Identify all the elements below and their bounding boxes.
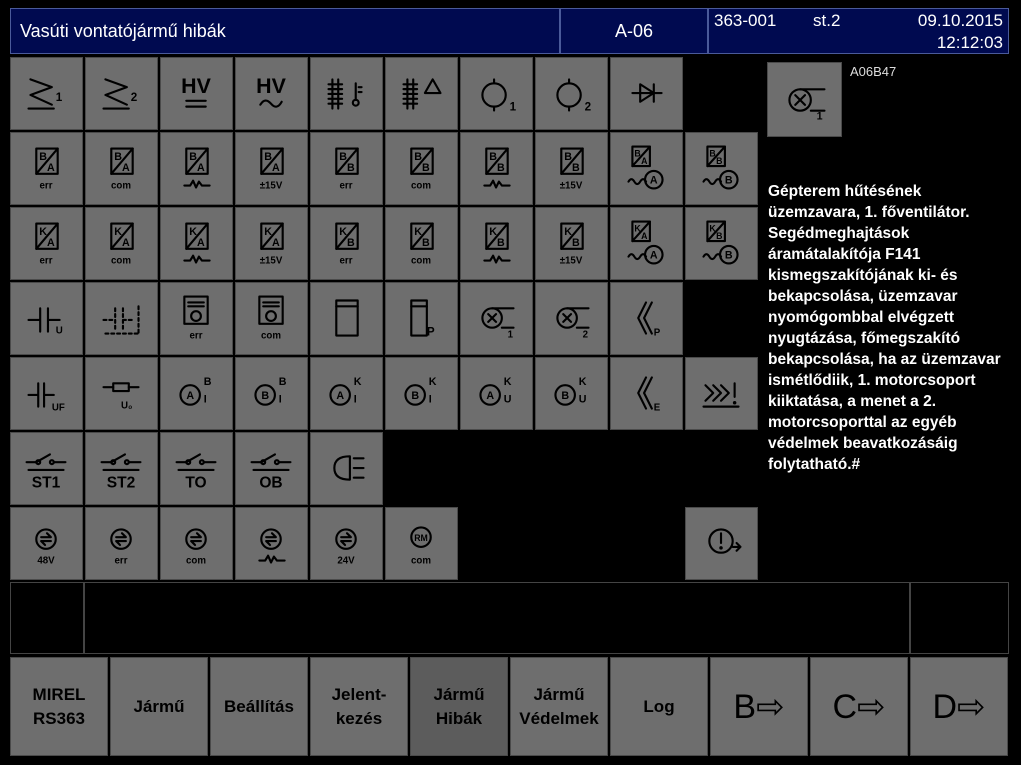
converter-kb-signal-icon[interactable] [460,207,533,280]
battery-icon[interactable] [310,282,383,355]
svg-text:A: A [271,161,280,174]
converter-k-motor-a-icon[interactable] [610,207,683,280]
svg-text:TO: TO [185,474,207,492]
selected-fault-icon [767,62,842,137]
filter-com-icon[interactable] [235,282,308,355]
converter-ba-signal-icon[interactable] [160,132,233,205]
svg-text:B: B [496,161,505,174]
page-title: Vasúti vontatójármű hibák [10,8,560,54]
svg-text:K: K [709,223,716,234]
svg-text:B: B [724,249,733,262]
svg-text:B: B [571,236,580,249]
nav-c-button[interactable]: C⇨ [810,657,908,756]
capacitor-dashed-icon[interactable] [85,282,158,355]
svg-text:B: B [346,161,355,174]
svg-text:A: A [196,236,205,249]
svg-text:K: K [414,226,422,239]
time-display: 12:12:03 [936,33,1003,52]
svg-text:A: A [641,231,648,242]
dc-converter-err-icon[interactable] [85,507,158,580]
rotating-machine-2-icon[interactable] [535,57,608,130]
svg-text:I: I [353,393,357,406]
svg-text:K: K [428,376,437,389]
svg-text:K: K [114,226,122,239]
fault-code: A06B47 [850,64,897,79]
svg-text:B: B [421,236,430,249]
svg-text:B: B [346,236,355,249]
screen-code: A-06 [560,8,708,54]
svg-text:err: err [339,180,353,192]
svg-text:B: B [709,148,716,159]
fault-reset-icon[interactable] [685,507,758,580]
svg-text:err: err [339,255,353,267]
heating-warning-icon[interactable] [685,357,758,430]
svg-text:err: err [39,180,53,192]
svg-text:B: B [634,148,641,159]
svg-text:24V: 24V [337,555,355,567]
dc-converter-wave-icon[interactable] [235,507,308,580]
svg-text:com: com [411,255,432,267]
svg-text:B: B [189,151,197,164]
nav-d-button[interactable]: D⇨ [910,657,1008,756]
svg-text:A: A [196,161,205,174]
svg-text:1: 1 [509,100,517,114]
svg-text:B: B [339,151,347,164]
svg-text:1: 1 [55,90,63,104]
svg-text:A: A [649,249,658,262]
battery-p-icon[interactable] [385,282,458,355]
svg-text:com: com [411,555,432,567]
svg-text:A: A [649,174,658,187]
svg-text:A: A [46,236,55,249]
rotating-machine-1-icon[interactable] [460,57,533,130]
nav-jarmu-vedelmek-button[interactable]: Jármű Védelmek [510,657,608,756]
converter-ka-15v-icon[interactable] [235,207,308,280]
message-bar-right [910,582,1009,654]
svg-text:P: P [653,327,661,339]
rm-com-icon[interactable] [385,507,458,580]
converter-ba-15v-icon[interactable] [235,132,308,205]
svg-text:K: K [489,226,497,239]
svg-text:K: K [39,226,47,239]
svg-text:K: K [339,226,347,239]
svg-text:I: I [278,393,282,406]
svg-text:±15V: ±15V [259,255,283,267]
svg-text:U: U [578,393,587,406]
svg-text:±15V: ±15V [259,180,283,192]
converter-ba-com-icon[interactable] [85,132,158,205]
svg-text:UF: UF [51,402,65,414]
svg-text:err: err [39,255,53,267]
switch-st2-icon[interactable] [85,432,158,505]
station-label: st.2 [813,11,841,30]
svg-text:B: B [264,151,272,164]
fan-2-icon[interactable] [535,282,608,355]
dc-converter-com-icon[interactable] [160,507,233,580]
svg-text:U₀: U₀ [121,400,133,412]
svg-text:K: K [353,376,362,389]
svg-text:B: B [561,389,570,402]
capacitor-u-icon[interactable] [10,282,83,355]
svg-text:K: K [634,223,641,234]
svg-text:B: B [489,151,497,164]
resistor-u0-icon[interactable] [85,357,158,430]
svg-text:±15V: ±15V [559,180,583,192]
nav-mirel-button[interactable]: MIREL RS363 [10,657,108,756]
svg-text:B: B [421,161,430,174]
svg-text:B: B [411,389,420,402]
transformer-delta-icon[interactable] [385,57,458,130]
converter-kb-err-icon[interactable] [310,207,383,280]
date-display: 09.10.2015 [917,11,1003,30]
fan-1-icon[interactable] [460,282,533,355]
svg-text:A: A [271,236,280,249]
svg-text:err: err [189,330,203,342]
motor-b-k-i-icon[interactable] [385,357,458,430]
svg-text:ST1: ST1 [31,474,61,492]
converter-ka-com-icon[interactable] [85,207,158,280]
nav-log-button[interactable]: Log [610,657,708,756]
nav-jelentkezes-button[interactable]: Jelent- kezés [310,657,408,756]
transformer-temperature-icon[interactable] [310,57,383,130]
svg-text:A: A [121,236,130,249]
svg-text:RM: RM [414,533,428,544]
filter-err-icon[interactable] [160,282,233,355]
converter-bb-com-icon[interactable] [385,132,458,205]
converter-k-motor-b-icon[interactable] [685,207,758,280]
svg-text:K: K [503,376,512,389]
svg-text:B: B [203,376,212,389]
svg-text:K: K [189,226,197,239]
message-bar [84,582,910,654]
svg-text:I: I [203,393,207,406]
hv-ac-icon[interactable] [235,57,308,130]
nav-b-button[interactable]: B⇨ [710,657,808,756]
fault-description: Gépterem hűtésének üzemzavara, 1. főventilátor. Segédmeghajtások áramátalakítója F141 kismegszakítójának ki- és bekapcsolása, üzemzavar nyomógombbal elvégzett nyugtázása, főmegszakító bekapcsolása, ha az üzemzavar ismétlődiik, 1. motorcsoport kiiktatása, a menet a 2. motorcsoporttal az egyéb védelmek beavatkozásáig folytatható.# [768,183,1001,473]
svg-text:B: B [278,376,287,389]
svg-text:B: B [114,151,122,164]
svg-text:B: B [39,151,47,164]
svg-text:err: err [114,555,128,567]
svg-text:B: B [716,156,723,167]
brake-e-icon[interactable] [610,357,683,430]
headlight-icon[interactable] [310,432,383,505]
motor-b-k-u-icon[interactable] [535,357,608,430]
pantograph-2-icon[interactable] [85,57,158,130]
svg-text:OB: OB [259,474,283,492]
svg-text:U: U [503,393,512,406]
svg-text:A: A [486,389,495,402]
svg-text:B: B [564,151,572,164]
switch-ob-icon[interactable] [235,432,308,505]
nav-beallitas-button[interactable]: Beállítás [210,657,308,756]
svg-text:com: com [411,180,432,192]
svg-text:K: K [578,376,587,389]
svg-text:com: com [186,555,207,567]
svg-text:1: 1 [507,329,514,341]
switch-to-icon[interactable] [160,432,233,505]
converter-ka-err-icon[interactable] [10,207,83,280]
switch-st1-icon[interactable] [10,432,83,505]
brake-p-icon[interactable] [610,282,683,355]
svg-text:2: 2 [584,100,592,114]
svg-text:B: B [571,161,580,174]
svg-text:2: 2 [130,90,138,104]
converter-bb-err-icon[interactable] [310,132,383,205]
capacitor-uf-icon[interactable] [10,357,83,430]
svg-text:A: A [641,156,648,167]
svg-text:I: I [428,393,432,406]
converter-ka-signal-icon[interactable] [160,207,233,280]
converter-bb-signal-icon[interactable] [460,132,533,205]
svg-text:A: A [336,389,345,402]
svg-text:B: B [261,389,270,402]
svg-text:A: A [46,161,55,174]
pantograph-1-icon[interactable] [10,57,83,130]
svg-text:±15V: ±15V [559,255,583,267]
svg-text:ST2: ST2 [106,474,136,492]
svg-text:B: B [414,151,422,164]
svg-text:B: B [496,236,505,249]
converter-b-motor-b-icon[interactable] [685,132,758,205]
motor-b-b-i-icon[interactable] [235,357,308,430]
svg-text:com: com [111,255,132,267]
status-info [708,8,1009,54]
svg-text:P: P [426,325,435,339]
svg-text:B: B [724,174,733,187]
svg-text:A: A [121,161,130,174]
hv-dc-icon[interactable] [160,57,233,130]
svg-text:K: K [264,226,272,239]
motor-a-k-u-icon[interactable] [460,357,533,430]
converter-b-motor-a-icon[interactable] [610,132,683,205]
converter-bb-15v-icon[interactable] [535,132,608,205]
motor-a-k-i-icon[interactable] [310,357,383,430]
svg-text:48V: 48V [37,555,55,567]
svg-text:U: U [55,325,63,337]
svg-text:A: A [186,389,195,402]
converter-kb-15v-icon[interactable] [535,207,608,280]
svg-text:E: E [653,402,661,414]
svg-text:1: 1 [816,110,823,123]
svg-text:HV: HV [181,74,211,99]
svg-text:com: com [111,180,132,192]
nav-jarmu-hibak-button[interactable]: Jármű Hibák [410,657,508,756]
converter-ba-err-icon[interactable] [10,132,83,205]
svg-text:2: 2 [582,329,589,341]
diode-icon[interactable] [610,57,683,130]
unit-number: 363-001 [714,11,777,30]
nav-jarmu-button[interactable]: Jármű [110,657,208,756]
svg-text:HV: HV [256,74,286,99]
svg-text:com: com [261,330,282,342]
svg-text:K: K [564,226,572,239]
dc-converter-v24-icon[interactable] [310,507,383,580]
message-bar-left [10,582,84,654]
converter-kb-com-icon[interactable] [385,207,458,280]
dc-converter-v48-icon[interactable] [10,507,83,580]
svg-text:B: B [716,231,723,242]
motor-a-b-i-icon[interactable] [160,357,233,430]
